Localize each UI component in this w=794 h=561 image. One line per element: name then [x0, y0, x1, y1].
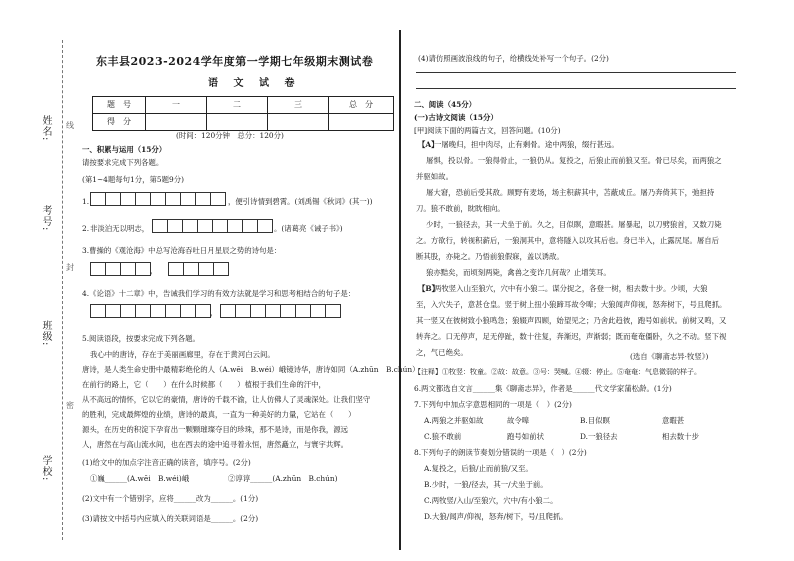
school-label: 学校:	[40, 455, 51, 482]
sub-section-heading: (一)古诗文阅读（15分）	[414, 113, 498, 122]
score-input-cell[interactable]	[268, 114, 329, 131]
passage-a-line: 断其股，亦毙之。乃悟前狼假寐，盖以诱敌。	[416, 252, 564, 261]
score-header-cell: 总 分	[329, 97, 394, 114]
q8-option-b[interactable]: B.少时，一狼/径去，其一/犬坐于前。	[424, 480, 548, 489]
passage-a-line: 之。方欲行，转视积薪后，一狼洞其中，意将隧入以攻其后也。身已半入，止露尻尾。屠自后	[416, 236, 720, 245]
section-2-heading: 二、阅读（45分）	[414, 100, 477, 109]
q2-answer-grid[interactable]	[152, 219, 272, 233]
fold-mark: 封	[66, 263, 74, 272]
q6-text[interactable]: 6.两文都选自文言______集《聊斋志异》，作者是______代文学家蒲松龄。(1分)	[414, 384, 672, 393]
q7-option-a-pair: 故令嗥	[507, 416, 530, 425]
passage-line: 从不高远的情怀，它以它的豪情，唐诗的千载不渝，让人仿佛人了灵魂深处。让我们坚守	[82, 395, 371, 404]
score-note: (第1~4题每句1分，第5题9分)	[82, 175, 184, 184]
fold-line	[62, 40, 63, 540]
passage-line: 唐诗，是人类生命史册中最精彩绝伦的人（A.wēi B.wéi）峨镜诗华，唐诗如同（A.zhūn B.chún）	[82, 365, 420, 374]
exam-title: 东丰县2023-2024学年度第一学期七年级期末测试卷	[96, 55, 374, 68]
passage-line: 源头，在历史的积淀下孕育出一颗颗璀璨夺目的珍珠，那不是诗，而是你我，源远	[82, 425, 349, 434]
q7-option-c[interactable]: C.狼不敢前	[424, 432, 462, 441]
score-input-cell[interactable]	[207, 114, 268, 131]
q7-text: 7.下列句中加点字意思相同的一项是（ ）(2分)	[414, 400, 572, 409]
q2-number: 2.	[82, 224, 90, 233]
answer-line[interactable]	[416, 88, 736, 89]
q7-option-b[interactable]: B.目似瞑	[580, 416, 610, 425]
q7-option-b-pair: 意暇甚	[662, 416, 685, 425]
passage-a-line: 屠惧，投以骨。一狼得骨止，一狼仍从。复投之，后狼止而前狼又至。骨已尽矣，而两狼之	[426, 156, 722, 165]
q8-text: 8.下列句子的朗读节奏划分错误的一项是（ ）(2分)	[414, 448, 587, 457]
passage-a-line: 屠大窘，恐前后受其敌。顾野有麦场，场主积薪其中，苫蔽成丘。屠乃奔倚其下，弛担持	[426, 188, 715, 197]
class-label: 班级:	[40, 320, 51, 347]
passage-a-line: 并驱如故。	[416, 172, 453, 181]
score-header-cell: 三	[268, 97, 329, 114]
sub-question-3[interactable]: (3)请按文中括号内应填入的关联词语是______。(2分)	[82, 514, 259, 523]
passage-a-label: 【A】	[418, 140, 439, 149]
q4-answer-grid-2[interactable]	[220, 304, 340, 318]
time-info: (时间：120分钟 总分：120分)	[176, 131, 284, 140]
column-divider	[399, 30, 401, 550]
answer-line[interactable]	[416, 72, 736, 73]
score-header-cell: 题 号	[93, 97, 146, 114]
q3-separator: ，	[150, 266, 158, 275]
passage-line: 我心中的唐诗，存在于美丽画廊里，存在于黄河白云间。	[90, 350, 275, 359]
q4-separator: ，	[210, 308, 218, 317]
passage-b-line: 至，入穴失子，意甚仓皇。竖于树上扭小狼蹄耳故令嗥；大狼闻声仰视，怒奔树下，号且爬抓。	[416, 300, 727, 309]
score-label-cell: 得 分	[93, 114, 146, 131]
q1-answer-grid[interactable]	[90, 192, 225, 206]
score-input-cell[interactable]	[329, 114, 394, 131]
name-label: 姓名:	[40, 115, 51, 142]
q8-option-d[interactable]: D.大狼/闻声/仰视，怒奔/树下，号/且爬抓。	[424, 512, 568, 521]
q3-answer-grid-2[interactable]	[168, 262, 228, 276]
q2-text: 非淡泊无以明志，	[90, 224, 150, 233]
fold-mark: 线	[66, 121, 74, 130]
part-a-heading: [甲]阅读下面的两篇古文，回答问题。(10分)	[414, 126, 561, 135]
q1-text: ，便引诗情到碧霄。(刘禹锡《秋词》(其一))	[228, 197, 373, 206]
passage-b-line: 其一竖又在彼树致小狼鸣急；狼辍声四顾，始望见之；乃舍此趋彼，跑号如前状。前树又鸣，又	[416, 316, 727, 325]
q4-imitation: (4)请仿照画波浪线的句子，给横线处补写一个句子。(2分)	[418, 54, 609, 63]
q8-option-a[interactable]: A.复投之，后狼/止而前狼/又至。	[424, 464, 533, 473]
score-header-cell: 二	[207, 97, 268, 114]
q2-tail: 。(诸葛亮《诫子书》)	[274, 224, 343, 233]
binding-sidebar	[0, 0, 72, 561]
q8-option-c[interactable]: C.两牧竖/入山/至狼穴，穴中/有小狼二。	[424, 496, 558, 505]
exam-subtitle: 语 文 试 卷	[208, 78, 301, 89]
right-column	[402, 0, 742, 561]
instruction: 请按要求完成下列各题。	[82, 158, 164, 167]
score-input-cell[interactable]	[146, 114, 207, 131]
score-table	[92, 96, 394, 131]
passage-line: 的胜利，完成最辉煌的业绩，唐诗的最真，一直为一种美好的力量，它站在（ ）	[82, 410, 356, 419]
id-label: 考号:	[40, 205, 51, 232]
left-column	[78, 0, 420, 561]
passage-a-line: 一屠晚归，担中肉尽，止有剩骨。途中两狼，缀行甚远。	[434, 140, 619, 149]
sub-question-1: (1)给文中的加点字注音正确的读音，填序号。(2分)	[82, 458, 251, 467]
source-citation: (选自《聊斋志异·牧竖》)	[630, 352, 709, 361]
q7-option-d-pair: 相去数十步	[662, 432, 699, 441]
passage-a-line: 少时，一狼径去，其一犬坐于前。久之，目似瞑，意暇甚。屠暴起，以刀劈狼首，又数刀毙	[426, 220, 722, 229]
q4-text: 4.《论语》十二章》中，告诫我们学习的有效方法就是学习和思考相结合的句子是：	[82, 289, 356, 298]
sub-question-1-b[interactable]: ②谆谆______(A.zhūn B.chún)	[228, 474, 338, 483]
q3-answer-grid-1[interactable]	[90, 262, 150, 276]
annotations: 【注释】①牧竖：牧童。②故：故意。③号：哭喊。④辍：停止。⑤奄奄：气息微弱的样子。	[414, 368, 701, 376]
score-header-cell: 一	[146, 97, 207, 114]
q7-option-c-pair: 跑号如前状	[507, 432, 544, 441]
section-1-heading: 一、积累与运用（15分）	[82, 145, 167, 154]
q7-option-a[interactable]: A.两狼之并驱如故	[424, 416, 484, 425]
passage-a-line: 狼亦黠矣，而顷刻两毙，禽兽之变诈几何哉？止增笑耳。	[426, 268, 611, 277]
passage-line: 在前行的路上，它（ ）在什么时候都（ ）植根于我们生命的汗中，	[82, 380, 326, 389]
sub-question-2[interactable]: (2)文中有一个错别字，应将______改为______。(1分)	[82, 494, 259, 503]
passage-b-label: 【B】	[418, 284, 440, 293]
passage-line: 人，唐然在与高山流水间，也在西去的途中追寻着永恒，唐然矗立，与寰宇共辉。	[82, 440, 349, 449]
q4-answer-grid-1[interactable]	[90, 304, 210, 318]
fold-mark: 密	[66, 401, 74, 410]
q7-option-d[interactable]: D.一狼径去	[580, 432, 618, 441]
passage-b-line: 转奔之。口无停声，足无停趾，数十往复，奔渐迟，声渐弱；既而奄奄僵卧，久之不动。竖下视	[416, 332, 727, 341]
passage-a-line: 刀。狼不敢前，眈眈相向。	[416, 204, 505, 213]
sub-question-1-a[interactable]: ①巍______(A.wēi B.wéi)峨	[90, 474, 190, 483]
q1-number: 1.	[82, 197, 90, 206]
passage-b-line: 两牧竖入山至狼穴，穴中有小狼二。谋分捉之，各登一树，相去数十步。少顷，大狼	[434, 284, 708, 293]
q3-text: 3.曹操的《观沧海》中总写沧海吞吐日月星辰之势的诗句是：	[82, 246, 282, 255]
passage-b-line: 之，气已绝矣。	[416, 348, 468, 357]
q5-text: 5.阅读语段，按要求完成下列各题。	[82, 334, 200, 343]
